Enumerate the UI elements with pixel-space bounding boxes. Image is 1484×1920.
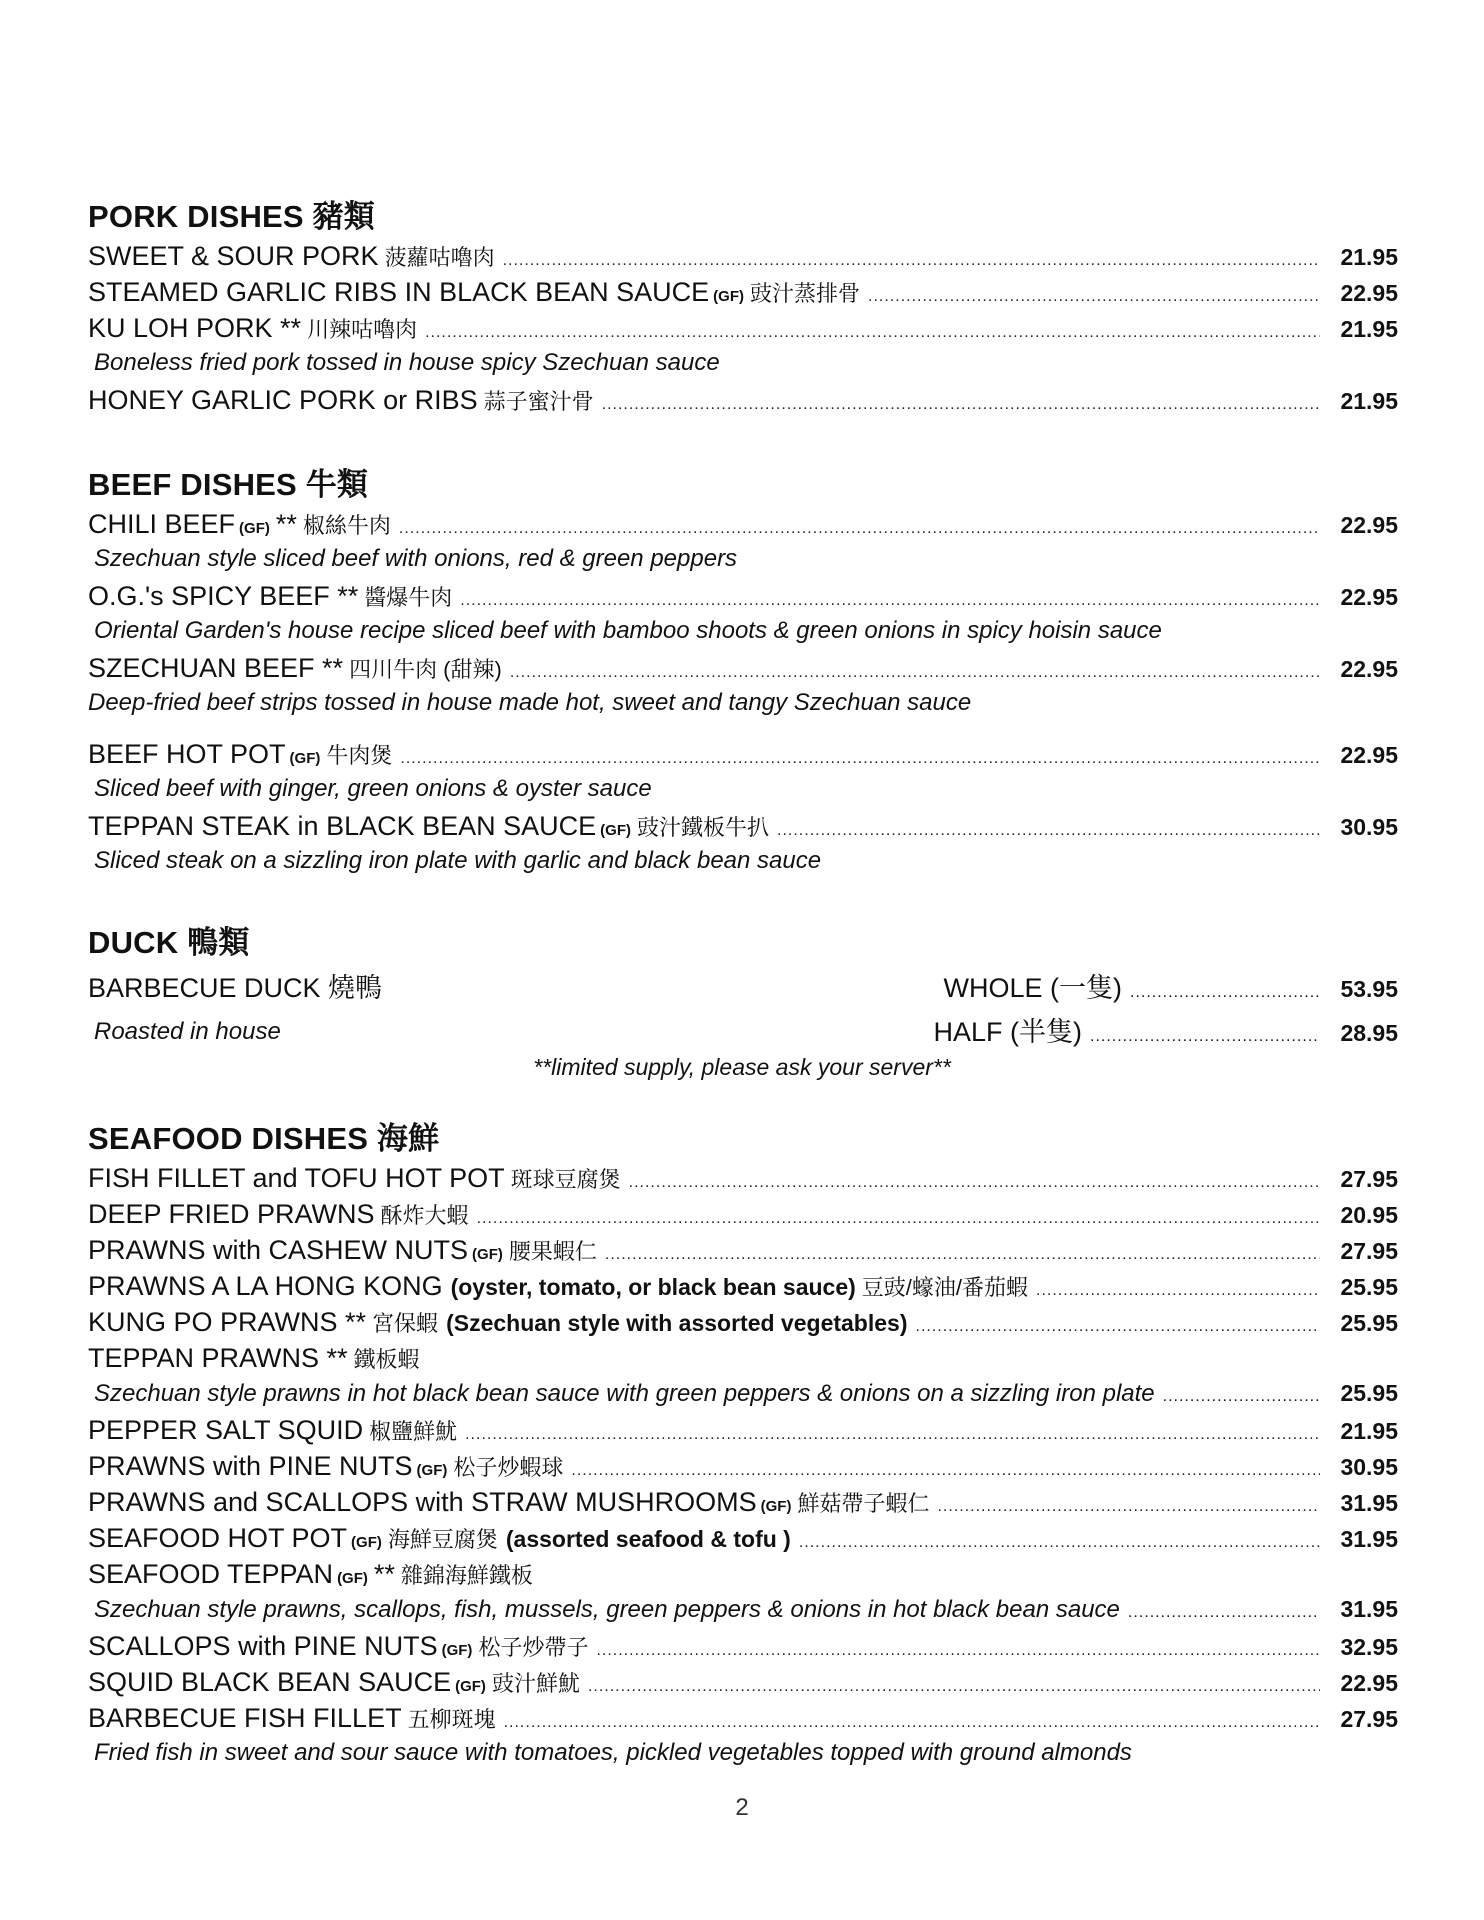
spacer — [88, 722, 1398, 736]
item-chinese: 椒鹽鮮魷 — [369, 1419, 458, 1444]
item-chinese: 腰果蝦仁 — [508, 1239, 597, 1264]
item-chinese: 豉汁鮮魷 — [491, 1671, 580, 1696]
item-chinese: 牛肉煲 — [326, 743, 393, 768]
leader-dots — [1128, 1596, 1320, 1630]
leader-dots — [868, 279, 1320, 315]
section-heading: SEAFOOD DISHES 海鮮 — [88, 1121, 440, 1156]
item-chinese: 豉汁鐵板牛扒 — [637, 815, 770, 840]
item-price: 21.95 — [1340, 316, 1398, 342]
leader-dots — [605, 1237, 1320, 1273]
item-chinese: 宮保蝦 — [372, 1311, 439, 1336]
description-text: Sliced beef with ginger, green onions & oyster sauce — [94, 775, 652, 802]
item-name: BEEF HOT POT — [88, 739, 286, 769]
pork-section — [88, 198, 1398, 418]
item-price: 21.95 — [1340, 1418, 1398, 1444]
item-price: 22.95 — [1340, 584, 1398, 610]
item-name: SEAFOOD HOT POT — [88, 1523, 348, 1553]
menu-item: PRAWNS with CASHEW NUTS (GF) 腰果蝦仁 ..... 27.95 — [88, 1232, 1398, 1268]
menu-item — [88, 578, 1398, 614]
item-description: Roasted in house — [94, 1018, 281, 1045]
item-chinese: 醬爆牛肉 — [364, 585, 453, 610]
duck-row-half — [88, 1012, 1398, 1052]
item-name: PRAWNS with PINE NUTS — [88, 1451, 413, 1481]
item-price: 22.95 — [1340, 512, 1398, 538]
item-chinese: 海鮮豆腐煲 — [387, 1527, 498, 1552]
item-description — [88, 542, 1398, 578]
item-price: 31.95 — [1340, 1596, 1398, 1622]
menu-item — [88, 1304, 1398, 1340]
duck-row-whole — [88, 968, 1398, 1008]
menu-item: SEAFOOD HOT POT (GF) 海鮮豆腐煲 (assorted seafood & tofu ) ..... 31.95 — [88, 1520, 1398, 1556]
item-price: 20.95 — [1340, 1202, 1398, 1228]
description-text: Deep-fried beef strips tossed in house made hot, sweet and tangy Szechuan sauce — [88, 689, 972, 716]
half-option — [934, 1012, 1399, 1057]
menu-item: PRAWNS with PINE NUTS (GF) 松子炒蝦球 ..... 30.95 — [88, 1448, 1398, 1484]
item-price: 31.95 — [1340, 1526, 1398, 1552]
menu-item — [88, 650, 1398, 686]
item-description — [88, 772, 1398, 808]
leader-dots — [916, 1309, 1321, 1345]
item-price: 30.95 — [1340, 814, 1398, 840]
item-name: O.G.'s SPICY BEEF ** — [88, 581, 359, 611]
leader-dots — [477, 1201, 1320, 1237]
item-chinese: 斑球豆腐煲 — [510, 1167, 621, 1192]
description-text: Boneless fried pork tossed in house spicy Szechuan sauce — [94, 349, 720, 376]
item-price: 21.95 — [1340, 388, 1398, 414]
item-name: SWEET & SOUR PORK — [88, 241, 379, 271]
item-name: KU LOH PORK ** — [88, 313, 302, 343]
leader-dots — [1036, 1273, 1320, 1309]
item-price: 53.95 — [1340, 976, 1398, 1002]
item-price: 28.95 — [1340, 1020, 1398, 1046]
whole-option — [944, 968, 1399, 1013]
item-name: KUNG PO PRAWNS ** — [88, 1307, 367, 1337]
leader-dots — [937, 1489, 1320, 1525]
leader-dots — [629, 1165, 1320, 1201]
beef-section — [88, 466, 1398, 880]
menu-item — [88, 1160, 1398, 1196]
menu-item — [88, 1700, 1398, 1736]
item-description — [88, 1736, 1398, 1772]
item-price: 25.95 — [1340, 1380, 1398, 1406]
item-chinese: 豆豉/蠔油/番茄蝦 — [861, 1275, 1029, 1300]
limited-supply-note: **limited supply, please ask your server** — [533, 1054, 951, 1080]
menu-item: STEAMED GARLIC RIBS IN BLACK BEAN SAUCE (GF) 豉汁蒸排骨 ..... 22.95 — [88, 274, 1398, 310]
item-chinese: 菠蘿咕嚕肉 — [384, 245, 495, 270]
item-name: FISH FILLET and TOFU HOT POT — [88, 1163, 505, 1193]
item-price: 31.95 — [1340, 1490, 1398, 1516]
description-text: Szechuan style prawns, scallops, fish, mussels, green peppers & onions in hot black bean sauce — [94, 1596, 1120, 1623]
item-chinese: 豉汁蒸排骨 — [750, 281, 861, 306]
item-description — [88, 614, 1398, 650]
description-text: Szechuan style prawns in hot black bean sauce with green peppers & onions on a sizzling iron plate — [94, 1380, 1155, 1407]
menu-item: SCALLOPS with PINE NUTS (GF) 松子炒帶子 ..... 32.95 — [88, 1628, 1398, 1664]
item-spicy-mark: ** — [275, 509, 297, 539]
item-description — [88, 844, 1398, 880]
item-sauce-options: (oyster, tomato, or black bean sauce) — [450, 1274, 856, 1300]
item-name: PEPPER SALT SQUID — [88, 1415, 364, 1445]
item-style-note: (Szechuan style with assorted vegetables) — [446, 1310, 908, 1336]
menu-item — [88, 1340, 1398, 1376]
item-description — [88, 1376, 1398, 1412]
menu-item: BEEF HOT POT (GF) 牛肉煲 ..... 22.95 — [88, 736, 1398, 772]
item-name: SQUID BLACK BEAN SAUCE — [88, 1667, 452, 1697]
duck-section — [88, 924, 1398, 964]
item-name: PRAWNS with CASHEW NUTS — [88, 1235, 469, 1265]
item-name: DEEP FRIED PRAWNS — [88, 1199, 375, 1229]
menu-item — [88, 238, 1398, 274]
item-price: 22.95 — [1340, 656, 1398, 682]
item-price: 27.95 — [1340, 1706, 1398, 1732]
leader-dots — [1090, 1017, 1320, 1057]
item-price: 21.95 — [1340, 244, 1398, 270]
item-description — [88, 686, 1398, 722]
menu-item: SEAFOOD TEPPAN (GF) ** 雜錦海鮮鐵板 — [88, 1556, 1398, 1592]
item-name: TEPPAN PRAWNS ** — [88, 1343, 348, 1373]
leader-dots — [1130, 973, 1320, 1013]
item-name: BARBECUE DUCK 燒鴨 — [88, 973, 383, 1003]
item-price: 32.95 — [1340, 1634, 1398, 1660]
item-contents-note: (assorted seafood & tofu ) — [505, 1526, 791, 1552]
description-text: Oriental Garden's house recipe sliced beef with bamboo shoots & green onions in spicy hoisin sauce — [94, 617, 1162, 644]
page-number: 2 — [735, 1794, 749, 1821]
leader-dots — [588, 1669, 1320, 1705]
item-price: 25.95 — [1340, 1310, 1398, 1336]
menu-item — [88, 1268, 1398, 1304]
item-price: 30.95 — [1340, 1454, 1398, 1480]
leader-dots — [799, 1525, 1320, 1561]
item-price: 27.95 — [1340, 1166, 1398, 1192]
item-name: SEAFOOD TEPPAN — [88, 1559, 334, 1589]
menu-item: CHILI BEEF (GF) ** 椒絲牛肉 ..... 22.95 — [88, 506, 1398, 542]
item-name: CHILI BEEF — [88, 509, 236, 539]
item-name: TEPPAN STEAK in BLACK BEAN SAUCE — [88, 811, 597, 841]
option-label: HALF (半隻) — [933, 1017, 1082, 1047]
item-chinese: 四川牛肉 (甜辣) — [349, 657, 502, 682]
item-price: 27.95 — [1340, 1238, 1398, 1264]
item-price: 25.95 — [1340, 1274, 1398, 1300]
menu-item — [88, 1196, 1398, 1232]
leader-dots — [602, 387, 1320, 423]
item-chinese: 鐵板蝦 — [353, 1347, 420, 1372]
item-chinese: 椒絲牛肉 — [302, 513, 391, 538]
menu-item — [88, 1412, 1398, 1448]
item-name: HONEY GARLIC PORK or RIBS — [88, 385, 478, 415]
item-price: 22.95 — [1340, 280, 1398, 306]
item-name: SCALLOPS with PINE NUTS — [88, 1631, 438, 1661]
description-text: Sliced steak on a sizzling iron plate with garlic and black bean sauce — [94, 847, 822, 874]
item-name: BARBECUE FISH FILLET — [88, 1703, 402, 1733]
leader-dots — [596, 1633, 1320, 1669]
menu-item: SQUID BLACK BEAN SAUCE (GF) 豉汁鮮魷 ..... 22.95 — [88, 1664, 1398, 1700]
item-chinese: 蒜子蜜汁骨 — [483, 389, 594, 414]
description-text: Fried fish in sweet and sour sauce with tomatoes, pickled vegetables topped with ground almonds — [94, 1739, 1132, 1766]
section-heading: BEEF DISHES 牛類 — [88, 467, 369, 502]
item-chinese: 松子炒帶子 — [478, 1635, 589, 1660]
option-label: WHOLE (一隻) — [943, 973, 1122, 1003]
leader-dots — [1163, 1380, 1320, 1414]
item-name: STEAMED GARLIC RIBS IN BLACK BEAN SAUCE — [88, 277, 710, 307]
item-chinese: 雜錦海鮮鐵板 — [400, 1563, 533, 1588]
section-heading: DUCK 鴨類 — [88, 925, 250, 960]
item-chinese: 松子炒蝦球 — [453, 1455, 564, 1480]
section-heading: PORK DISHES 豬類 — [88, 199, 376, 234]
item-description — [88, 346, 1398, 382]
menu-item: PRAWNS and SCALLOPS with STRAW MUSHROOMS (GF) 鮮菇帶子蝦仁 ..... 31.95 — [88, 1484, 1398, 1520]
item-spicy-mark: ** — [373, 1559, 395, 1589]
seafood-section — [88, 1120, 1398, 1772]
item-chinese: 五柳斑塊 — [407, 1707, 496, 1732]
item-price: 22.95 — [1340, 1670, 1398, 1696]
item-chinese: 鮮菇帶子蝦仁 — [797, 1491, 930, 1516]
item-price: 22.95 — [1340, 742, 1398, 768]
item-chinese: 川辣咕嚕肉 — [307, 317, 418, 342]
item-description — [88, 1592, 1398, 1628]
leader-dots — [777, 813, 1320, 849]
menu-item: TEPPAN STEAK in BLACK BEAN SAUCE (GF) 豉汁鐵板牛扒 ..... 30.95 — [88, 808, 1398, 844]
description-text: Szechuan style sliced beef with onions, red & green peppers — [94, 545, 738, 572]
item-name: PRAWNS A LA HONG KONG — [88, 1271, 443, 1301]
menu-item — [88, 310, 1398, 346]
item-name: PRAWNS and SCALLOPS with STRAW MUSHROOMS — [88, 1487, 757, 1517]
leader-dots — [465, 1417, 1320, 1453]
item-chinese: 酥炸大蝦 — [380, 1203, 469, 1228]
item-name: SZECHUAN BEEF ** — [88, 653, 344, 683]
menu-item — [88, 382, 1398, 418]
